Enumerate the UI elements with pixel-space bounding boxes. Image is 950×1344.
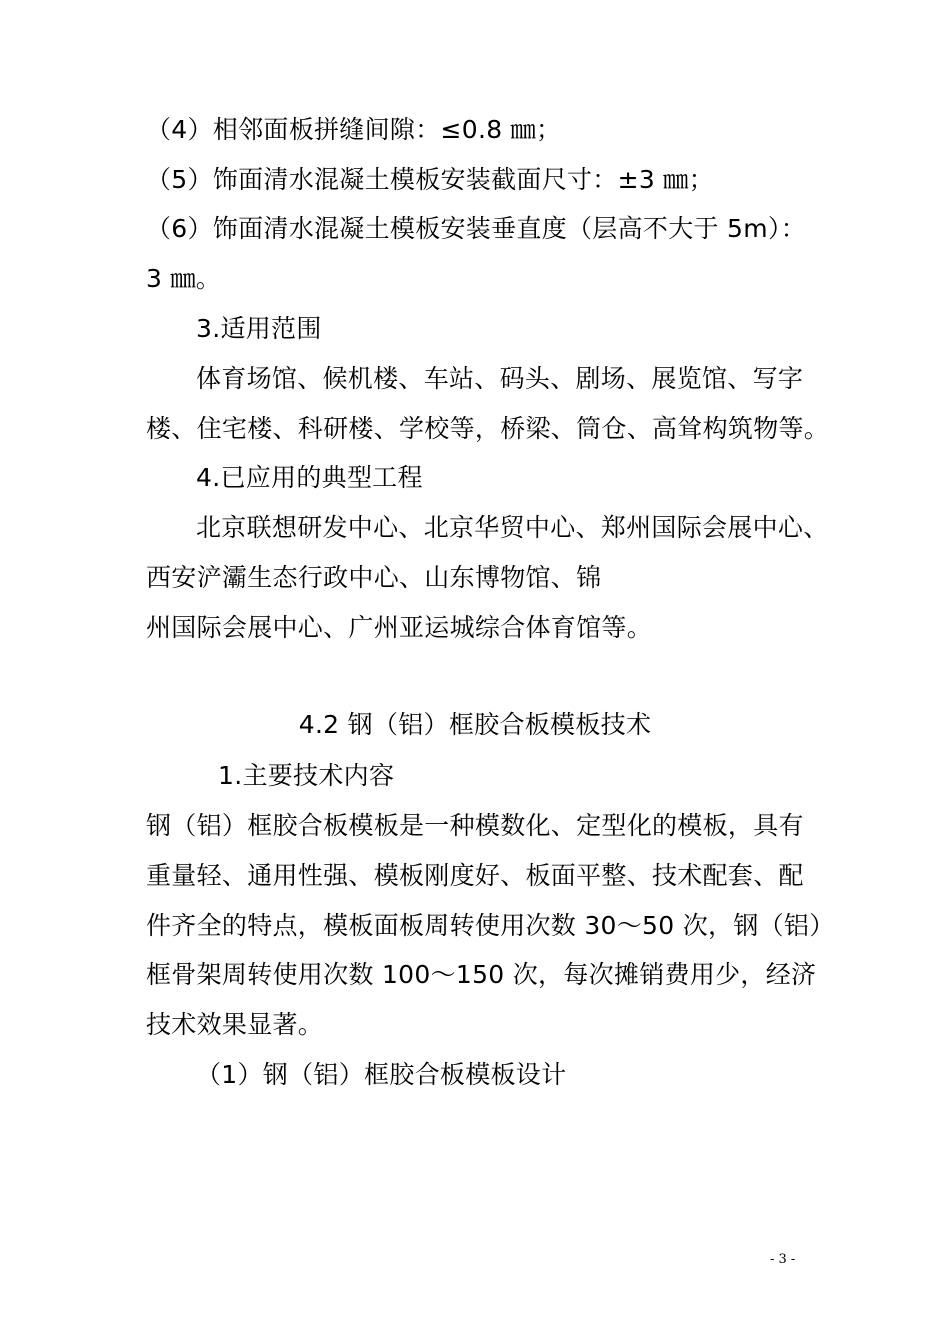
body-text-line-5: 技术效果显著。 <box>146 1010 324 1039</box>
subsection-heading: 1.主要技术内容 <box>218 761 395 790</box>
projects-text-line-1: 北京联想研发中心、北京华贸中心、郑州国际会展中心、 <box>196 513 829 542</box>
design-item-heading: （1）钢（铝）框胶合板模板设计 <box>196 1060 567 1089</box>
section-heading: 4.2 钢（铝）框胶合板模板技术 <box>298 710 652 739</box>
body-text-line-2: 重量轻、通用性强、模板刚度好、板面平整、技术配套、配 <box>146 861 804 890</box>
projects-text-line-2: 西安浐灞生态行政中心、山东博物馆、锦 <box>146 563 602 592</box>
body-text-line-1: 钢（铝）框胶合板模板是一种模数化、定型化的模板，具有 <box>146 811 804 840</box>
projects-text-line-3: 州国际会展中心、广州亚运城综合体育馆等。 <box>146 613 653 642</box>
scope-heading: 3.适用范围 <box>196 314 322 343</box>
tolerance-item-6: （6）饰面清水混凝土模板安装垂直度（层高不大于 5m）： <box>146 214 807 243</box>
scope-text-line-1: 体育场馆、候机楼、车站、码头、剧场、展览馆、写字 <box>196 364 804 393</box>
tolerance-item-6-continued: 3 ㎜。 <box>146 264 222 293</box>
tolerance-item-4: （4）相邻面板拼缝间隙：≤0.8 ㎜； <box>146 115 562 144</box>
body-text-line-3: 件齐全的特点，模板面板周转使用次数 30～50 次，钢（铝） <box>146 911 835 940</box>
projects-heading: 4.已应用的典型工程 <box>196 463 423 492</box>
tolerance-item-5: （5）饰面清水混凝土模板安装截面尺寸：±3 ㎜； <box>146 165 714 194</box>
page-number: - 3 - <box>770 1252 796 1267</box>
body-text-line-4: 框骨架周转使用次数 100～150 次，每次摊销费用少，经济 <box>146 960 817 989</box>
scope-text-line-2: 楼、住宅楼、科研楼、学校等，桥梁、筒仓、高耸构筑物等。 <box>146 414 830 443</box>
